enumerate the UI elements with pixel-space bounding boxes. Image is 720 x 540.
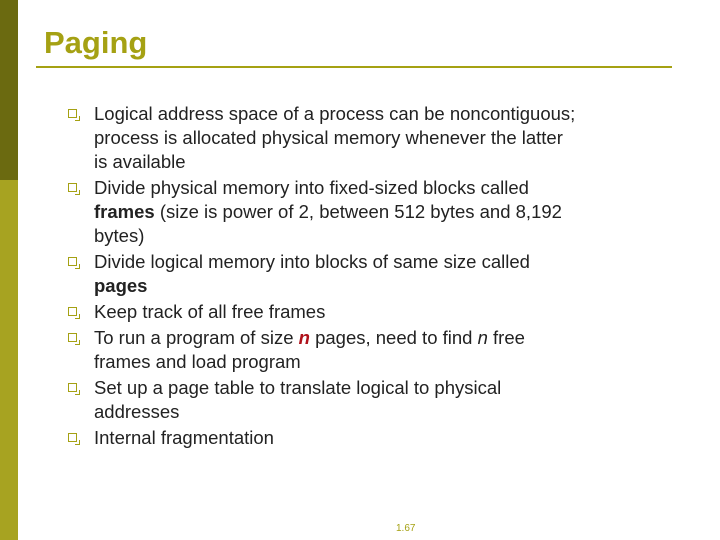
- variable-n: n: [477, 327, 488, 348]
- bullet-item: [68, 102, 578, 174]
- variable-n-highlight: n: [298, 327, 310, 348]
- bullet-text: pages, need to find: [309, 327, 478, 348]
- bullet-text: To run a program of size: [94, 327, 299, 348]
- page-number: 1.67: [396, 523, 416, 534]
- bullet-item: [68, 426, 578, 450]
- bullet-item: [68, 250, 578, 298]
- sidebar-dark-segment: [0, 0, 18, 180]
- bullet-text: free frames and load program: [94, 327, 525, 372]
- bullet-text: Divide logical memory into blocks of same size called: [94, 251, 530, 272]
- bullet-text: Keep track of all free frames: [94, 301, 326, 322]
- bullet-text: (size is power of 2, between 512 bytes and 8,192 bytes): [94, 201, 562, 246]
- sidebar-light-segment: [0, 180, 18, 540]
- bullet-text: Logical address space of a process can be noncontiguous; process is allocated physical memory whenever the latter is available: [94, 103, 576, 172]
- bullet-term-pages: pages: [94, 275, 148, 296]
- bullet-item: [68, 376, 578, 424]
- bullet-text: Internal fragmentation: [94, 427, 274, 448]
- bullet-item: [68, 176, 578, 248]
- square-bullet-icon: [68, 307, 77, 316]
- square-bullet-icon: [68, 257, 77, 266]
- bullet-text: Set up a page table to translate logical to physical addresses: [94, 377, 502, 422]
- square-bullet-icon: [68, 383, 77, 392]
- bullet-list: [68, 102, 578, 452]
- bullet-text: Divide physical memory into fixed-sized blocks called: [94, 177, 529, 198]
- square-bullet-icon: [68, 333, 77, 342]
- bullet-item: [68, 300, 578, 324]
- square-bullet-icon: [68, 433, 77, 442]
- slide-title: Paging: [44, 25, 148, 60]
- square-bullet-icon: [68, 109, 77, 118]
- bullet-item: [68, 326, 578, 374]
- title-underline: [36, 66, 672, 68]
- square-bullet-icon: [68, 183, 77, 192]
- bullet-term-frames: frames: [94, 201, 155, 222]
